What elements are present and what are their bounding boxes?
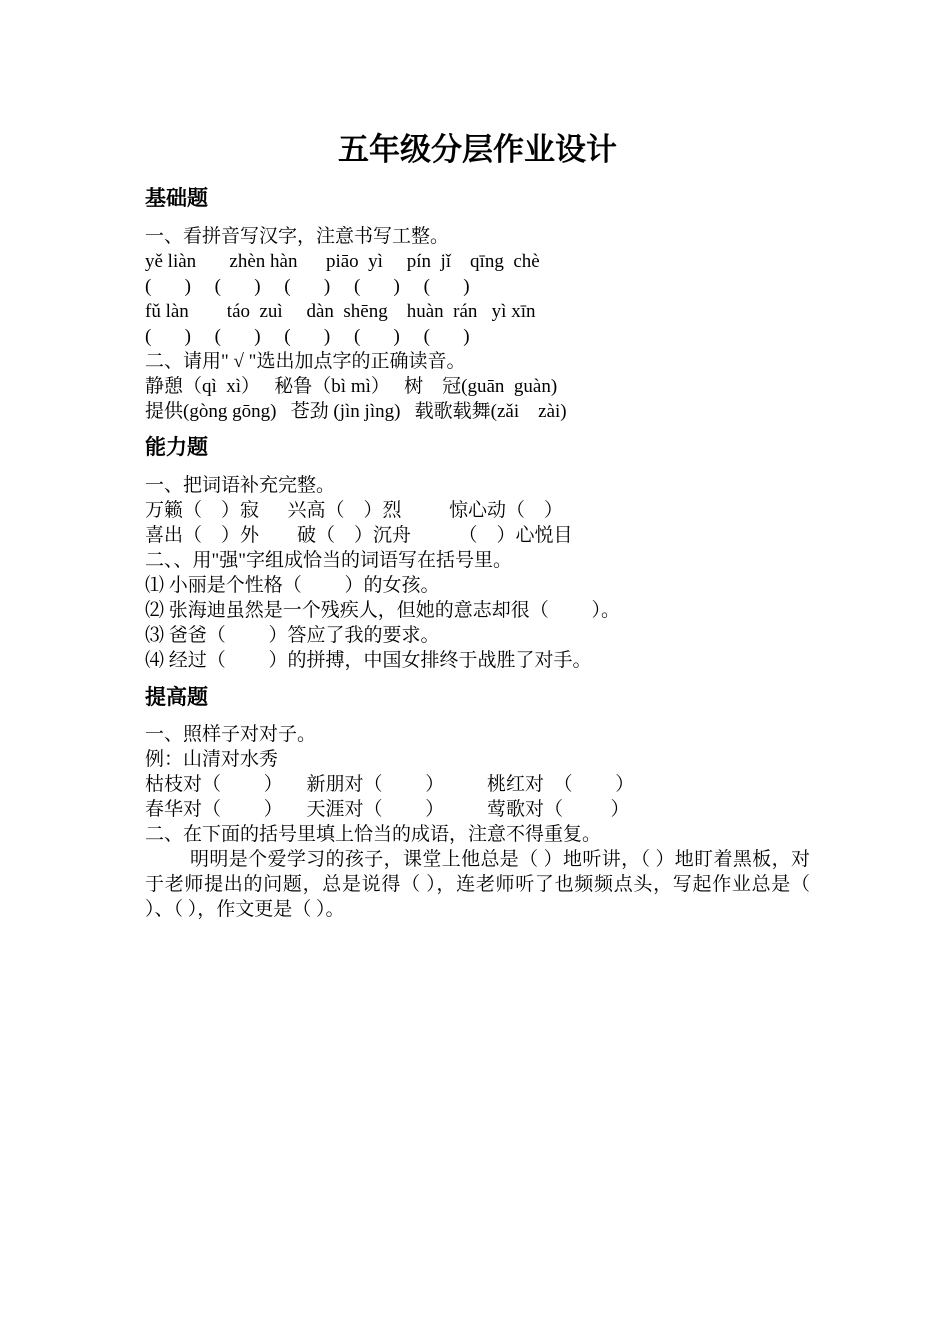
sentence-3: ⑶ 爸爸（ ）答应了我的要求。 [145,625,440,646]
page-title: 五年级分层作业设计 [338,132,617,168]
reading-row-1: 静憩（qì xì） 秘鲁（bì mì） 树 冠(guān guàn) [145,376,558,397]
idiom-row-2: 喜出（ ）外 破（ ）沉舟 （ ）心悦目 [145,525,573,546]
example-line: 例：山清对水秀 [145,749,279,770]
basic-question-1: 一、看拼音写汉字，注意书写工整。 [145,226,450,247]
pair-row-1: 枯枝对（ ） 新朋对（ ） 桃红对 （ ） [145,774,635,795]
section-heading-ability: 能力题 [145,435,208,459]
pinyin-row-1: yě liàn zhèn hàn piāo yì pín jǐ qīng chè [145,251,540,272]
section-heading-advanced: 提高题 [145,685,208,709]
blank-row-1: ( ) ( ) ( ) ( ) ( ) [145,276,470,297]
idiom-row-1: 万籁（ ）寂 兴高（ ）烈 惊心动（ ） [145,500,564,521]
ability-question-2: 二、、用"强"字组成恰当的词语写在括号里。 [145,550,513,571]
sentence-4: ⑷ 经过（ ）的拼搏，中国女排终于战胜了对手。 [145,650,592,671]
sentence-1: ⑴ 小丽是个性格（ ）的女孩。 [145,575,440,596]
fill-in-paragraph: 明明是个爱学习的孩子，课堂上他总是（ ）地听讲，（ ）地盯着黑板，对于老师提出的问题，总是说得（ ），连老师听了也频频点头，写起作业总是（ ）、（ ），作文更是（ ）。 [145,849,810,920]
basic-question-2: 二、请用" √ "选出加点字的正确读音。 [145,351,466,372]
reading-row-2: 提供(gòng gōng) 苍劲 (jìn jìng) 载歌载舞(zǎi zài) [145,401,567,422]
advanced-question-2: 二、在下面的括号里填上恰当的成语，注意不得重复。 [145,824,602,845]
ability-question-1: 一、把词语补充完整。 [145,475,336,496]
sentence-2: ⑵ 张海迪虽然是一个残疾人，但她的意志却很（ ）。 [145,600,621,621]
pinyin-row-2: fǔ làn táo zuì dàn shēng huàn rán yì xīn [145,301,536,322]
advanced-question-1: 一、照样子对对子。 [145,724,317,745]
section-heading-basic: 基础题 [145,186,208,210]
blank-row-2: ( ) ( ) ( ) ( ) ( ) [145,326,470,347]
pair-row-2: 春华对（ ） 天涯对（ ） 莺歌对（ ） [145,799,630,820]
